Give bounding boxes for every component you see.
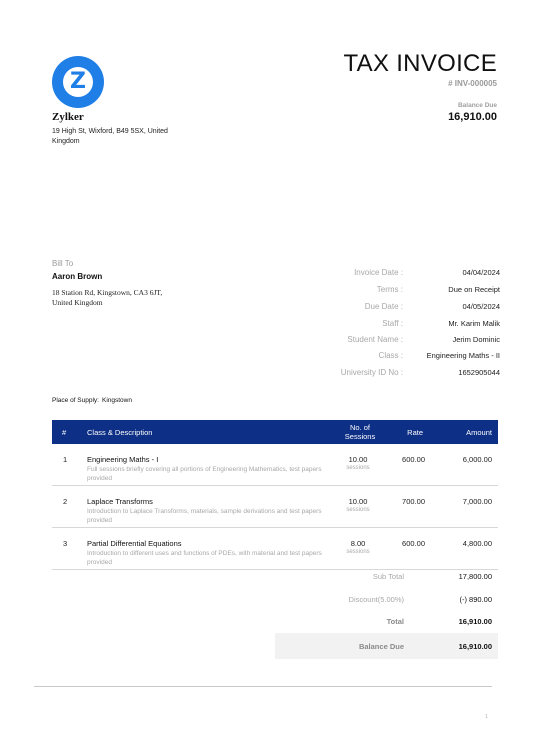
document-title: TAX INVOICE	[343, 50, 497, 77]
bill-to-name: Aaron Brown	[52, 272, 103, 281]
row-item-name: Engineering Maths - I	[87, 455, 159, 464]
header-sessions-line1: No. of	[349, 423, 370, 432]
row-rate: 700.00	[402, 497, 425, 506]
header-rate: Rate	[407, 427, 423, 437]
footer-divider	[34, 686, 492, 687]
total-row	[275, 611, 498, 633]
meta-value: Engineering Maths - II	[426, 351, 500, 360]
company-logo	[52, 56, 104, 108]
discount-label: Discount(5.00%)	[348, 595, 404, 604]
row-number: 1	[63, 455, 68, 464]
balance-due-row-label: Balance Due	[358, 642, 404, 651]
row-unit: sessions	[346, 465, 370, 471]
bill-to-address: 18 Station Rd, Kingstown, CA3 6JT, United Kingdom	[52, 288, 163, 307]
total-value: 16,910.00	[458, 617, 492, 626]
discount-value: (-) 890.00	[459, 595, 492, 604]
place-of-supply-label: Place of Supply:	[52, 397, 99, 404]
balance-due-label: Balance Due	[457, 102, 497, 109]
balance-due-row-value: 16,910.00	[458, 642, 492, 651]
table-row	[52, 444, 498, 486]
meta-value: 1652905044	[458, 368, 500, 377]
header-sessions	[334, 420, 386, 444]
place-of-supply	[52, 397, 132, 404]
meta-label: Due Date :	[364, 302, 403, 311]
row-item-name: Laplace Transforms	[87, 497, 153, 506]
company-name: Zylker	[52, 111, 84, 123]
total-label: Total	[386, 617, 404, 626]
balance-due-row	[275, 633, 498, 659]
meta-value: Mr. Karim Malik	[448, 319, 500, 328]
items-table	[52, 420, 498, 570]
row-item-description: Introduction to Laplace Transforms, materials, sample derivations and test papers provided	[87, 508, 322, 524]
meta-label: Invoice Date :	[354, 268, 403, 277]
bill-to-label: Bill To	[52, 259, 74, 268]
invoice-number: # INV-000005	[448, 79, 497, 88]
row-amount: 7,000.00	[462, 497, 492, 506]
header-description: Class & Description	[87, 427, 153, 437]
row-unit: sessions	[346, 549, 370, 555]
row-amount: 6,000.00	[462, 455, 492, 464]
table-row	[52, 528, 498, 570]
row-quantity: 10.00	[348, 455, 368, 464]
row-quantity: 8.00	[350, 539, 366, 548]
row-amount: 4,800.00	[462, 539, 492, 548]
discount-row	[275, 589, 498, 611]
row-number: 2	[63, 497, 68, 506]
header-sessions-line2: Sessions	[344, 432, 376, 441]
subtotal-row	[275, 566, 498, 588]
meta-due-date	[300, 302, 500, 318]
meta-invoice-date	[300, 268, 500, 284]
row-item-name: Partial Differential Equations	[87, 539, 182, 548]
meta-label: Class :	[378, 351, 403, 360]
meta-label: Terms :	[376, 285, 403, 294]
header-number: #	[62, 427, 67, 437]
meta-class	[300, 351, 500, 367]
logo-letter: Z	[63, 67, 93, 97]
row-rate: 600.00	[402, 455, 425, 464]
row-item-description: Full sessions briefly covering all portions of Engineering Mathematics, test papers provided	[87, 466, 322, 482]
table-header	[52, 420, 498, 444]
row-rate: 600.00	[402, 539, 425, 548]
meta-value: 04/05/2024	[462, 302, 500, 311]
row-unit: sessions	[346, 507, 370, 513]
row-item-description: Introduction to different uses and functions of PDEs, with material and test papers provided	[87, 550, 322, 566]
meta-label: Staff :	[382, 319, 403, 328]
meta-label: Student Name :	[347, 335, 403, 344]
meta-terms	[300, 285, 500, 301]
meta-label: University ID No :	[340, 368, 403, 377]
table-row	[52, 486, 498, 528]
subtotal-value: 17,800.00	[458, 572, 492, 581]
meta-value: 04/04/2024	[462, 268, 500, 277]
meta-university-id	[300, 368, 500, 384]
meta-value: Due on Receipt	[448, 285, 500, 294]
company-address: 19 High St, Wixford, B49 5SX, United Kingdom	[52, 128, 168, 145]
balance-due-value: 16,910.00	[448, 111, 497, 123]
meta-student-name	[300, 335, 500, 351]
page-number: 1	[484, 714, 488, 720]
row-number: 3	[63, 539, 68, 548]
meta-staff	[300, 319, 500, 335]
meta-value: Jerim Dominic	[452, 335, 500, 344]
subtotal-label: Sub Total	[372, 572, 404, 581]
place-of-supply-value: Kingstown	[101, 397, 132, 404]
row-quantity: 10.00	[348, 497, 368, 506]
header-amount: Amount	[466, 427, 492, 437]
